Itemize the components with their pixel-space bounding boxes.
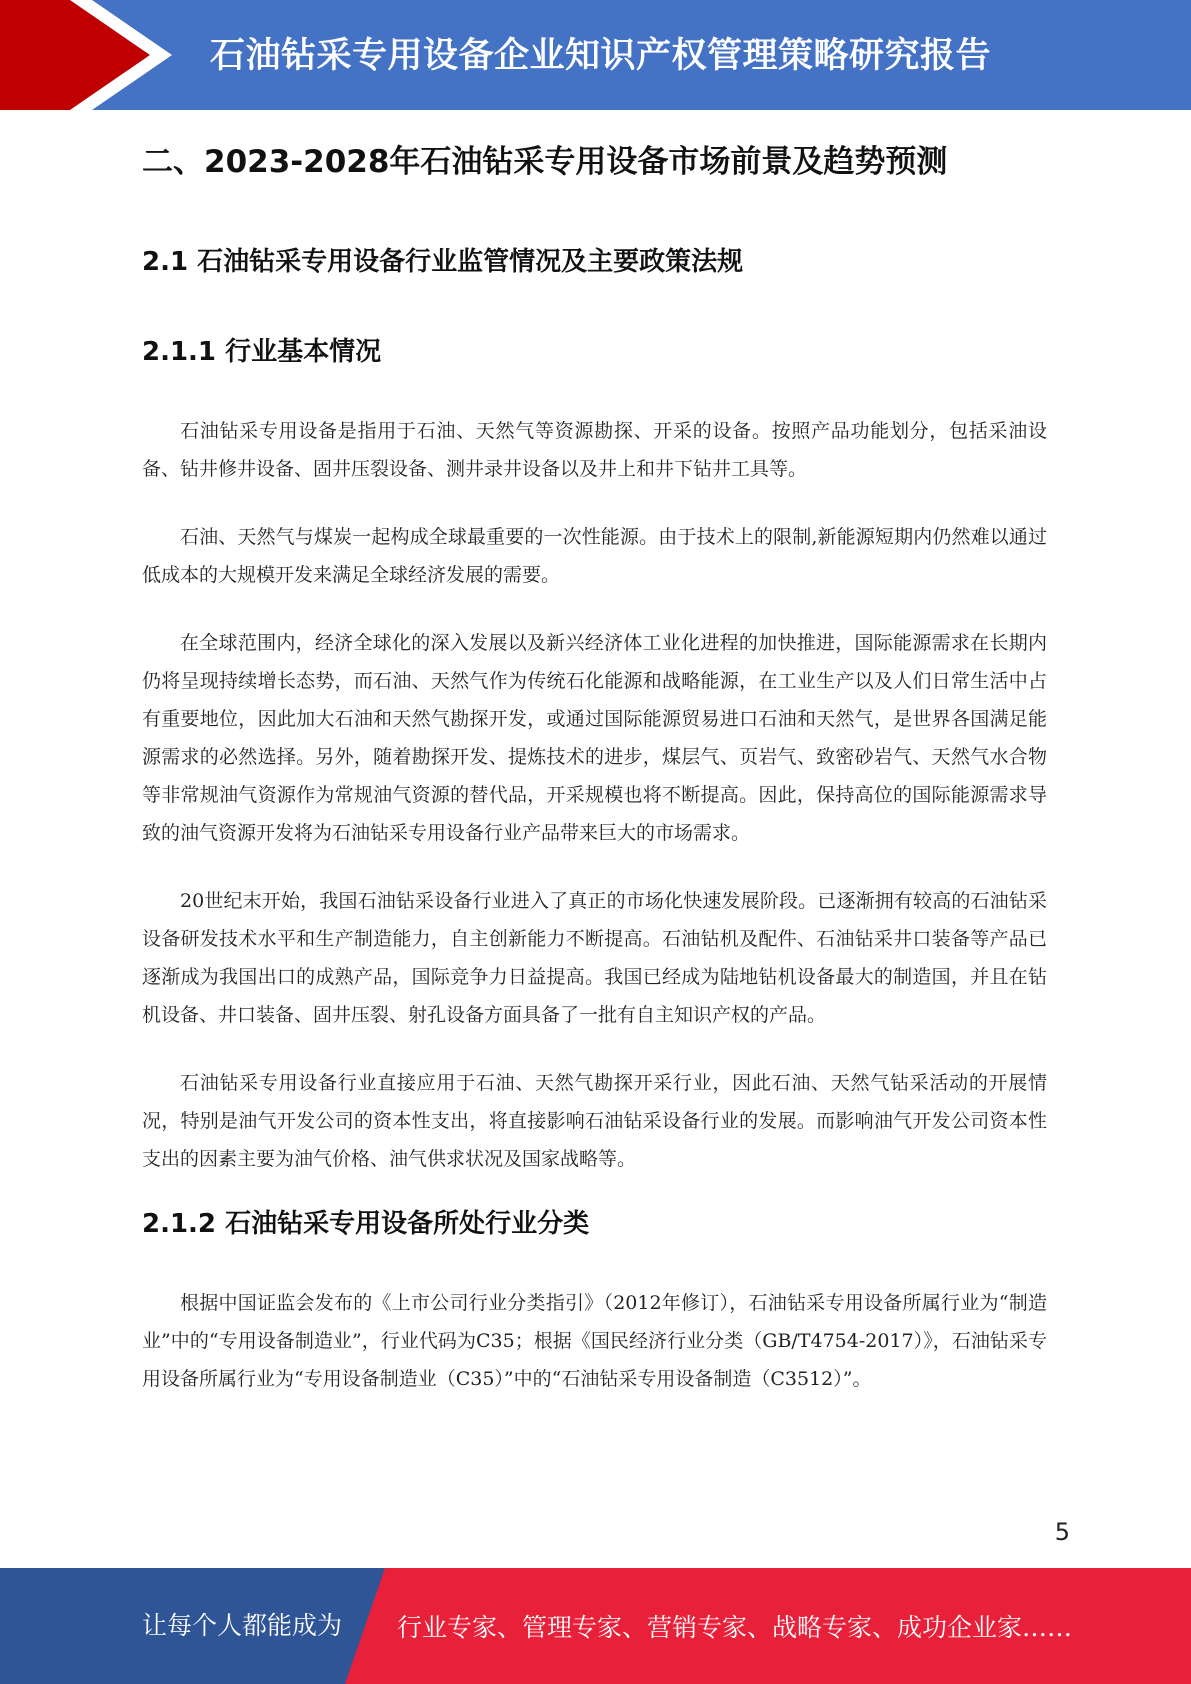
footer-slogan-right: 行业专家、管理专家、营销专家、战略专家、成功企业家…… <box>397 1613 1073 1642</box>
paragraph: 石油、天然气与煤炭一起构成全球最重要的一次性能源。由于技术上的限制,新能源短期内仍然难以通过低成本的大规模开发来满足全球经济发展的需要。 <box>142 526 1047 586</box>
report-title: 石油钻采专用设备企业知识产权管理策略研究报告 <box>210 36 992 76</box>
page-number: 5 <box>1054 1518 1070 1546</box>
subsection-heading-2-1-2: 2.1.2 石油钻采专用设备所处行业分类 <box>142 1209 590 1239</box>
paragraph: 20世纪末开始，我国石油钻采设备行业进入了真正的市场化快速发展阶段。已逐渐拥有较高的石油钻采设备研发技术水平和生产制造能力，自主创新能力不断提高。石油钻机及配件、石油钻采井口装备等产品已逐渐成为我国出口的成熟产品，国际竞争力日益提高。我国已经成为陆地钻机设备最大的制造国，并且在钻机设备、井口装备、固井压裂、射孔设备方面具备了一批有自主知识产权的产品。 <box>142 890 1047 1026</box>
page-content <box>142 130 1047 1398</box>
paragraph: 石油钻采专用设备是指用于石油、天然气等资源勘探、开采的设备。按照产品功能划分，包括采油设备、钻井修井设备、固井压裂设备、测井录井设备以及井上和井下钻井工具等。 <box>142 420 1047 480</box>
header-banner <box>0 0 1191 110</box>
paragraph: 石油钻采专用设备行业直接应用于石油、天然气勘探开采行业，因此石油、天然气钻采活动的开展情况，特别是油气开发公司的资本性支出，将直接影响石油钻采设备行业的发展。而影响油气开发公司资本性支出的因素主要为油气价格、油气供求状况及国家战略等。 <box>142 1072 1047 1170</box>
section-heading: 二、2023-2028年石油钻采专用设备市场前景及趋势预测 <box>142 144 948 180</box>
paragraph: 在全球范围内，经济全球化的深入发展以及新兴经济体工业化进程的加快推进，国际能源需求在长期内仍将呈现持续增长态势，而石油、天然气作为传统石化能源和战略能源，在工业生产以及人们日常生活中占有重要地位，因此加大石油和天然气勘探开发，或通过国际能源贸易进口石油和天然气，是世界各国满足能源需求的必然选择。另外，随着勘探开发、提炼技术的进步，煤层气、页岩气、致密砂岩气、天然气水合物等非常规油气资源作为常规油气资源的替代品，开采规模也将不断提高。因此，保持高位的国际能源需求导致的油气资源开发将为石油钻采专用设备行业产品带来巨大的市场需求。 <box>142 632 1047 844</box>
subsection-heading-2-1-1: 2.1.1 行业基本情况 <box>142 337 382 367</box>
footer-slogan-left: 让每个人都能成为 <box>142 1611 343 1640</box>
footer-banner <box>0 1568 1191 1684</box>
subsection-heading-2-1: 2.1 石油钻采专用设备行业监管情况及主要政策法规 <box>142 247 744 277</box>
paragraph: 根据中国证监会发布的《上市公司行业分类指引》（2012年修订），石油钻采专用设备所属行业为“制造业”中的“专用设备制造业”，行业代码为C35；根据《国民经济行业分类（GB/T4754-2017）》，石油钻采专用设备所属行业为“专用设备制造业（C35）”中的“石油钻采专用设备制造（C3512）”。 <box>142 1292 1047 1390</box>
